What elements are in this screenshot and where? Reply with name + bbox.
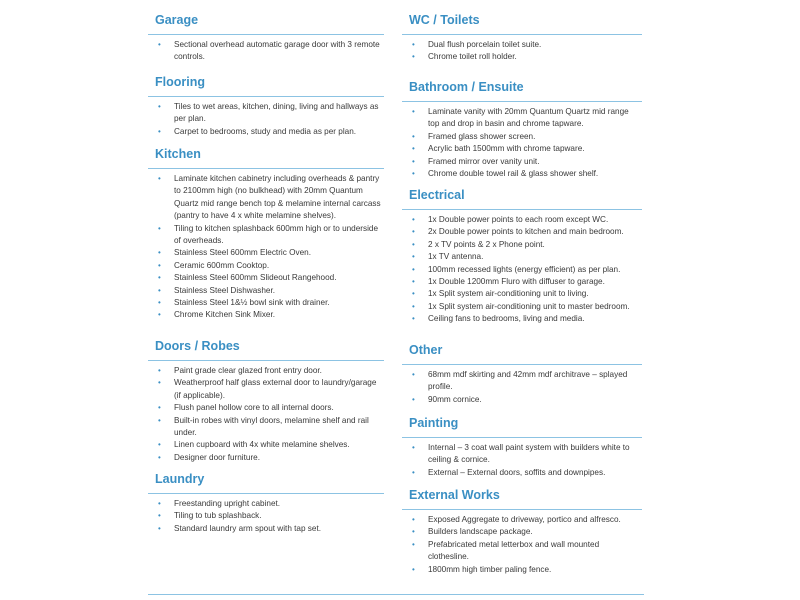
list-item bbox=[402, 39, 642, 51]
list-item-text: Built-in robes with vinyl doors, melamine shelf and rail under. bbox=[174, 415, 369, 438]
list-item bbox=[148, 39, 384, 64]
list-item bbox=[148, 439, 384, 451]
list-item bbox=[402, 226, 642, 238]
list-item bbox=[402, 264, 642, 276]
list-item-text: 68mm mdf skirting and 42mm mdf architrave – splayed profile. bbox=[428, 370, 628, 392]
bullet-icon: • bbox=[158, 40, 161, 49]
section-heading: Garage bbox=[155, 13, 199, 27]
list-item bbox=[402, 106, 642, 131]
list-item-text: Stainless Steel Dishwasher. bbox=[174, 285, 276, 295]
section-divider bbox=[402, 364, 642, 365]
list-item bbox=[402, 239, 642, 251]
list-item-text: Acrylic bath 1500mm with chrome tapware. bbox=[428, 144, 585, 154]
section-heading: Electrical bbox=[409, 188, 465, 202]
section-divider bbox=[402, 209, 642, 210]
section-divider bbox=[402, 34, 642, 35]
bullet-icon: • bbox=[158, 126, 161, 136]
bullet-list bbox=[148, 39, 384, 64]
list-item bbox=[402, 467, 642, 479]
list-item-text: Carpet to bedrooms, study and media as per plan. bbox=[174, 126, 357, 136]
bullet-icon: • bbox=[412, 289, 415, 299]
list-item bbox=[148, 126, 384, 138]
section-heading: Doors / Robes bbox=[155, 339, 240, 353]
bullet-icon: • bbox=[412, 131, 415, 141]
footer-divider bbox=[148, 594, 644, 595]
section-flooring bbox=[148, 74, 384, 138]
list-item-text: Ceramic 600mm Cooktop. bbox=[174, 260, 270, 270]
section-kitchen bbox=[148, 146, 384, 322]
list-item-text: Chrome toilet roll holder. bbox=[428, 52, 517, 62]
bullet-icon: • bbox=[158, 440, 161, 450]
list-item bbox=[402, 251, 642, 263]
list-item bbox=[402, 514, 642, 526]
bullet-icon: • bbox=[412, 156, 415, 166]
bullet-icon: • bbox=[412, 169, 415, 179]
list-item bbox=[148, 173, 384, 223]
list-item-text: Flush panel hollow core to all internal doors. bbox=[174, 403, 334, 413]
bullet-icon: • bbox=[158, 174, 161, 183]
bullet-icon: • bbox=[412, 252, 415, 262]
bullet-icon: • bbox=[412, 539, 415, 549]
list-item-text: Internal – 3 coat wall paint system with builders white to ceiling & cornice. bbox=[428, 443, 630, 465]
section-other bbox=[402, 342, 642, 406]
list-item bbox=[148, 297, 384, 309]
bullet-icon: • bbox=[412, 40, 415, 49]
list-item-text: Prefabricated metal letterbox and wall mounted clothesline. bbox=[428, 539, 600, 562]
list-item-text: Stainless Steel 600mm Electric Oven. bbox=[174, 248, 311, 258]
bullet-icon: • bbox=[158, 366, 161, 375]
list-item-text: 1x Split system air-conditioning unit to master bedroom. bbox=[428, 301, 630, 311]
bullet-icon: • bbox=[158, 102, 161, 111]
list-item bbox=[148, 510, 384, 522]
bullet-list bbox=[402, 369, 642, 406]
list-item-text: Stainless Steel 600mm Slideout Rangehood. bbox=[174, 273, 337, 283]
section-heading: WC / Toilets bbox=[409, 13, 480, 27]
list-item bbox=[148, 498, 384, 510]
list-item-text: Laminate kitchen cabinetry including overheads & pantry to 2100mm high (no bulkhead) with 20mm Quantum Quartz mid range bench top & melamine internal carcass (pantry to have 4 x white melamine shelves). bbox=[174, 174, 381, 221]
bullet-icon: • bbox=[412, 564, 415, 574]
list-item-text: 2x Double power points to kitchen and main bedroom. bbox=[428, 227, 624, 237]
section-electrical bbox=[402, 187, 642, 326]
list-item bbox=[148, 272, 384, 284]
bullet-list bbox=[402, 39, 642, 64]
list-item bbox=[148, 377, 384, 402]
list-item bbox=[402, 564, 642, 576]
bullet-icon: • bbox=[158, 415, 161, 425]
list-item bbox=[148, 309, 384, 321]
list-item bbox=[402, 539, 642, 564]
list-item bbox=[148, 247, 384, 259]
list-item-text: 100mm recessed lights (energy efficient) as per plan. bbox=[428, 264, 621, 274]
bullet-icon: • bbox=[412, 467, 415, 477]
list-item-text: 2 x TV points & 2 x Phone point. bbox=[428, 239, 545, 249]
bullet-list bbox=[402, 214, 642, 326]
list-item bbox=[402, 369, 642, 394]
list-item bbox=[402, 276, 642, 288]
list-item-text: Laminate vanity with 20mm Quantum Quartz mid range top and drop in basin and chrome tapware. bbox=[428, 107, 629, 129]
list-item-text: Chrome Kitchen Sink Mixer. bbox=[174, 310, 276, 320]
bullet-icon: • bbox=[412, 227, 415, 237]
bullet-icon: • bbox=[412, 277, 415, 287]
section-heading: External Works bbox=[409, 488, 500, 502]
bullet-icon: • bbox=[412, 52, 415, 62]
section-heading: Laundry bbox=[155, 472, 205, 486]
section-external-works bbox=[402, 487, 642, 576]
bullet-icon: • bbox=[158, 499, 161, 508]
bullet-icon: • bbox=[158, 452, 161, 462]
section-divider bbox=[148, 168, 384, 169]
list-item-text: Builders landscape package. bbox=[428, 527, 533, 537]
section-divider bbox=[148, 34, 384, 35]
bullet-icon: • bbox=[412, 215, 415, 224]
list-item bbox=[402, 288, 642, 300]
bullet-icon: • bbox=[158, 523, 161, 533]
section-heading: Bathroom / Ensuite bbox=[409, 80, 524, 94]
bullet-list bbox=[402, 514, 642, 576]
list-item-text: Tiling to tub splashback. bbox=[174, 511, 262, 521]
section-divider bbox=[148, 493, 384, 494]
bullet-icon: • bbox=[412, 301, 415, 311]
bullet-icon: • bbox=[158, 310, 161, 320]
list-item bbox=[402, 526, 642, 538]
list-item-text: 90mm cornice. bbox=[428, 394, 482, 404]
list-item-text: Framed glass shower screen. bbox=[428, 131, 536, 141]
bullet-icon: • bbox=[158, 273, 161, 283]
section-wc-toilets bbox=[402, 12, 642, 64]
bullet-icon: • bbox=[412, 527, 415, 537]
bullet-icon: • bbox=[412, 443, 415, 452]
bullet-icon: • bbox=[412, 239, 415, 249]
bullet-icon: • bbox=[158, 403, 161, 413]
bullet-list bbox=[148, 101, 384, 138]
list-item-text: Chrome double towel rail & glass shower shelf. bbox=[428, 169, 599, 179]
bullet-icon: • bbox=[412, 144, 415, 154]
list-item-text: Ceiling fans to bedrooms, living and media. bbox=[428, 314, 585, 324]
bullet-icon: • bbox=[412, 314, 415, 324]
bullet-icon: • bbox=[158, 285, 161, 295]
list-item-text: Framed mirror over vanity unit. bbox=[428, 156, 540, 166]
section-heading: Painting bbox=[409, 416, 459, 430]
section-divider bbox=[148, 96, 384, 97]
section-laundry bbox=[148, 471, 384, 535]
list-item-text: 1800mm high timber paling fence. bbox=[428, 564, 552, 574]
list-item-text: Tiling to kitchen splashback 600mm high or to underside of overheads. bbox=[174, 223, 379, 246]
section-garage bbox=[148, 12, 384, 64]
bullet-icon: • bbox=[158, 298, 161, 308]
section-divider bbox=[148, 360, 384, 361]
list-item bbox=[402, 156, 642, 168]
section-divider bbox=[402, 101, 642, 102]
bullet-icon: • bbox=[158, 511, 161, 521]
list-item-text: Designer door furniture. bbox=[174, 452, 261, 462]
list-item bbox=[148, 452, 384, 464]
bullet-icon: • bbox=[412, 394, 415, 404]
section-divider bbox=[402, 509, 642, 510]
section-heading: Kitchen bbox=[155, 147, 201, 161]
list-item-text: Stainless Steel 1&½ bowl sink with drainer. bbox=[174, 298, 330, 308]
list-item bbox=[402, 301, 642, 313]
list-item-text: Dual flush porcelain toilet suite. bbox=[428, 40, 542, 49]
bullet-icon: • bbox=[158, 223, 161, 233]
bullet-icon: • bbox=[412, 107, 415, 116]
list-item bbox=[402, 168, 642, 180]
list-item bbox=[148, 101, 384, 126]
list-item-text: Exposed Aggregate to driveway, portico and alfresco. bbox=[428, 515, 621, 524]
list-item-text: Weatherproof half glass external door to laundry/garage (if applicable). bbox=[174, 378, 377, 400]
list-item-text: Paint grade clear glazed front entry door. bbox=[174, 366, 322, 375]
bullet-list bbox=[148, 173, 384, 322]
list-item bbox=[148, 223, 384, 248]
bullet-icon: • bbox=[412, 370, 415, 379]
list-item bbox=[148, 285, 384, 297]
list-item-text: Freestanding upright cabinet. bbox=[174, 499, 281, 508]
section-bathroom-ensuite bbox=[402, 79, 642, 180]
bullet-list bbox=[148, 498, 384, 535]
bullet-list bbox=[148, 365, 384, 464]
section-doors-robes bbox=[148, 338, 384, 464]
bullet-icon: • bbox=[158, 248, 161, 258]
list-item-text: Linen cupboard with 4x white melamine shelves. bbox=[174, 440, 350, 450]
list-item-text: External – External doors, soffits and downpipes. bbox=[428, 467, 606, 477]
list-item-text: Sectional overhead automatic garage door with 3 remote controls. bbox=[174, 40, 380, 62]
list-item bbox=[402, 394, 642, 406]
bullet-icon: • bbox=[412, 515, 415, 524]
list-item bbox=[148, 523, 384, 535]
list-item bbox=[402, 51, 642, 63]
list-item bbox=[148, 260, 384, 272]
list-item-text: 1x TV antenna. bbox=[428, 252, 484, 262]
section-heading: Flooring bbox=[155, 75, 205, 89]
bullet-icon: • bbox=[412, 264, 415, 274]
bullet-icon: • bbox=[158, 378, 161, 388]
list-item bbox=[148, 402, 384, 414]
section-heading: Other bbox=[409, 343, 443, 357]
list-item bbox=[402, 131, 642, 143]
list-item bbox=[148, 415, 384, 440]
bullet-list bbox=[402, 442, 642, 479]
bullet-list bbox=[402, 106, 642, 180]
list-item bbox=[402, 214, 642, 226]
list-item bbox=[402, 442, 642, 467]
list-item-text: Tiles to wet areas, kitchen, dining, living and hallways as per plan. bbox=[174, 102, 379, 124]
section-divider bbox=[402, 437, 642, 438]
list-item-text: 1x Double power points to each room except WC. bbox=[428, 215, 609, 224]
list-item bbox=[402, 143, 642, 155]
section-painting bbox=[402, 415, 642, 479]
list-item bbox=[148, 365, 384, 377]
list-item-text: 1x Double 1200mm Fluro with diffuser to garage. bbox=[428, 277, 605, 287]
list-item bbox=[402, 313, 642, 325]
list-item-text: 1x Split system air-conditioning unit to living. bbox=[428, 289, 589, 299]
list-item-text: Standard laundry arm spout with tap set. bbox=[174, 523, 321, 533]
bullet-icon: • bbox=[158, 260, 161, 270]
